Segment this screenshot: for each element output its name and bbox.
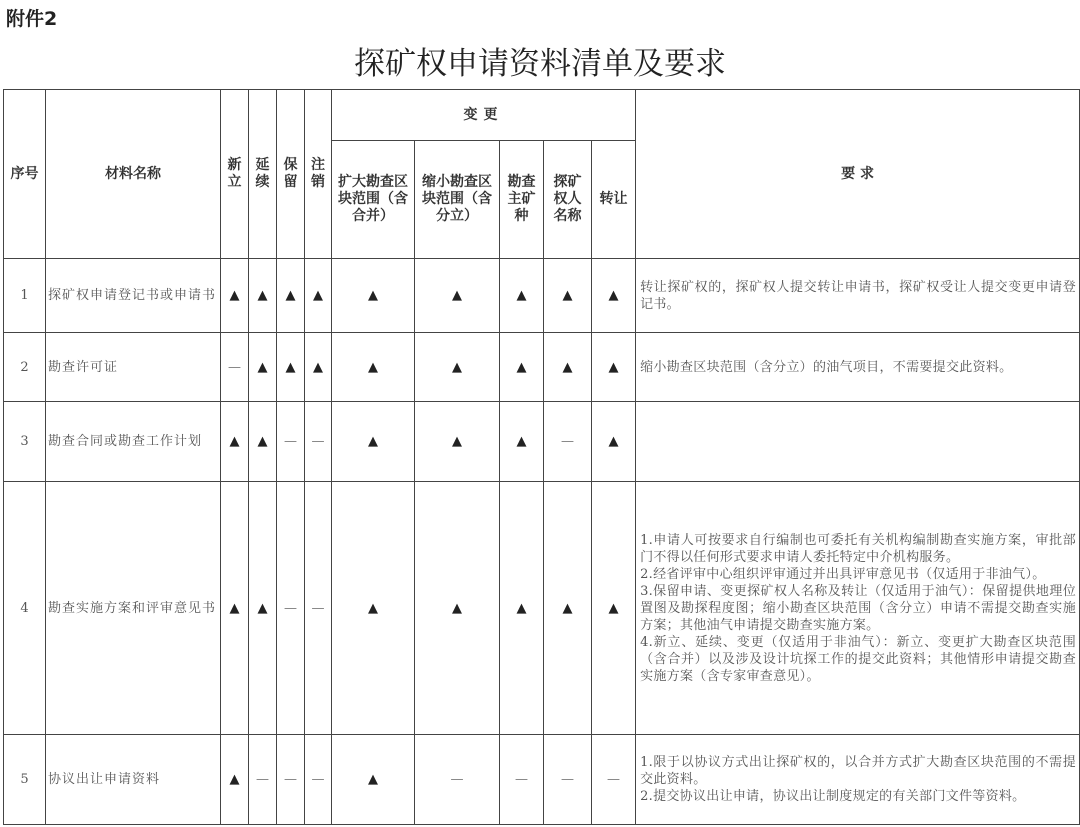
required-mark: ▲ <box>332 333 415 402</box>
row-requirements <box>636 735 1080 825</box>
required-mark: ▲ <box>500 402 544 482</box>
required-mark: ▲ <box>221 259 249 333</box>
row-seq: 1 <box>4 259 46 333</box>
required-mark: ▲ <box>249 402 277 482</box>
table-row <box>4 482 1080 735</box>
not-required-mark: — <box>221 333 249 402</box>
row-material-name: 勘查合同或勘查工作计划 <box>46 402 221 482</box>
required-mark: ▲ <box>305 259 332 333</box>
header-new: 新立 <box>221 90 249 259</box>
required-mark: ▲ <box>500 482 544 735</box>
header-name: 材料名称 <box>46 90 221 259</box>
requirement-item: 缩小勘查区块范围（含分立）的油气项目，不需要提交此资料。 <box>640 359 1013 375</box>
header-change: 变更 <box>332 90 636 141</box>
header-holder: 探矿权人名称 <box>544 141 592 259</box>
row-material-name: 勘查许可证 <box>46 333 221 402</box>
required-mark: ▲ <box>332 735 415 825</box>
row-seq: 5 <box>4 735 46 825</box>
required-mark: ▲ <box>544 482 592 735</box>
required-mark: ▲ <box>332 402 415 482</box>
required-mark: ▲ <box>415 402 500 482</box>
required-mark: ▲ <box>415 482 500 735</box>
required-mark: ▲ <box>277 259 305 333</box>
table-row <box>4 259 1080 333</box>
row-requirements <box>636 259 1080 333</box>
required-mark: ▲ <box>305 333 332 402</box>
page-title: 探矿权申请资料清单及要求 <box>354 46 726 82</box>
required-mark: ▲ <box>544 259 592 333</box>
annex-label: 附件2 <box>6 8 58 30</box>
table-row <box>4 735 1080 825</box>
header-extend: 延续 <box>249 90 277 259</box>
header-expand: 扩大勘查区块范围（含合并） <box>332 141 415 259</box>
not-required-mark: — <box>544 735 592 825</box>
requirement-item: 1.限于以协议方式出让探矿权的，以合并方式扩大勘查区块范围的不需提交此资料。 <box>640 755 1077 787</box>
not-required-mark: — <box>544 402 592 482</box>
row-seq: 2 <box>4 333 46 402</box>
required-mark: ▲ <box>592 259 636 333</box>
row-seq: 3 <box>4 402 46 482</box>
required-mark: ▲ <box>221 402 249 482</box>
header-shrink: 缩小勘查区块范围（含分立） <box>415 141 500 259</box>
row-requirements <box>636 333 1080 402</box>
not-required-mark: — <box>277 735 305 825</box>
required-mark: ▲ <box>249 333 277 402</box>
not-required-mark: — <box>277 482 305 735</box>
row-seq: 4 <box>4 482 46 735</box>
materials-table <box>3 89 1080 825</box>
not-required-mark: — <box>305 735 332 825</box>
not-required-mark: — <box>277 402 305 482</box>
requirement-item: 转让探矿权的，探矿权人提交转让申请书，探矿权受让人提交变更申请登记书。 <box>640 279 1077 312</box>
required-mark: ▲ <box>249 259 277 333</box>
not-required-mark: — <box>249 735 277 825</box>
requirement-item: 2.提交协议出让申请，协议出让制度规定的有关部门文件等资料。 <box>640 789 1026 804</box>
not-required-mark: — <box>305 482 332 735</box>
table-row <box>4 333 1080 402</box>
required-mark: ▲ <box>249 482 277 735</box>
required-mark: ▲ <box>500 259 544 333</box>
row-requirements <box>636 482 1080 735</box>
required-mark: ▲ <box>500 333 544 402</box>
requirement-item: 4.新立、延续、变更（仅适用于非油气）：新立、变更扩大勘查区块范围（含合并）以及涉及设计坑探工作的提交此资料；其他情形申请提交勘查实施方案（含专家审查意见）。 <box>640 634 1077 684</box>
not-required-mark: — <box>500 735 544 825</box>
requirement-item: 3.保留申请、变更探矿权人名称及转让（仅适用于油气）：保留提供地理位置图及勘探程度图；缩小勘查区块范围（含分立）申请不需提交勘查实施方案；其他油气申请提交勘查实施方案。 <box>640 583 1077 633</box>
required-mark: ▲ <box>221 735 249 825</box>
required-mark: ▲ <box>415 259 500 333</box>
table-row <box>4 402 1080 482</box>
not-required-mark: — <box>592 735 636 825</box>
header-requirements: 要 求 <box>636 90 1080 259</box>
header-retain: 保留 <box>277 90 305 259</box>
required-mark: ▲ <box>277 333 305 402</box>
required-mark: ▲ <box>332 482 415 735</box>
requirement-item: 2.经省评审中心组织评审通过并出具评审意见书（仅适用于非油气）。 <box>640 566 1046 582</box>
header-seq: 序号 <box>4 90 46 259</box>
required-mark: ▲ <box>544 333 592 402</box>
row-requirements <box>636 402 1080 482</box>
required-mark: ▲ <box>415 333 500 402</box>
row-material-name: 协议出让申请资料 <box>46 735 221 825</box>
required-mark: ▲ <box>332 259 415 333</box>
header-mineral: 勘查主矿种 <box>500 141 544 259</box>
row-material-name: 勘查实施方案和评审意见书 <box>46 482 221 735</box>
requirement-item: 1.申请人可按要求自行编制也可委托有关机构编制勘查实施方案，审批部门不得以任何形式要求申请人委托特定中介机构服务。 <box>640 532 1077 565</box>
required-mark: ▲ <box>592 482 636 735</box>
required-mark: ▲ <box>592 333 636 402</box>
row-material-name: 探矿权申请登记书或申请书 <box>46 259 221 333</box>
required-mark: ▲ <box>592 402 636 482</box>
not-required-mark: — <box>415 735 500 825</box>
not-required-mark: — <box>305 402 332 482</box>
header-transfer: 转让 <box>592 141 636 259</box>
required-mark: ▲ <box>221 482 249 735</box>
header-cancel: 注销 <box>305 90 332 259</box>
